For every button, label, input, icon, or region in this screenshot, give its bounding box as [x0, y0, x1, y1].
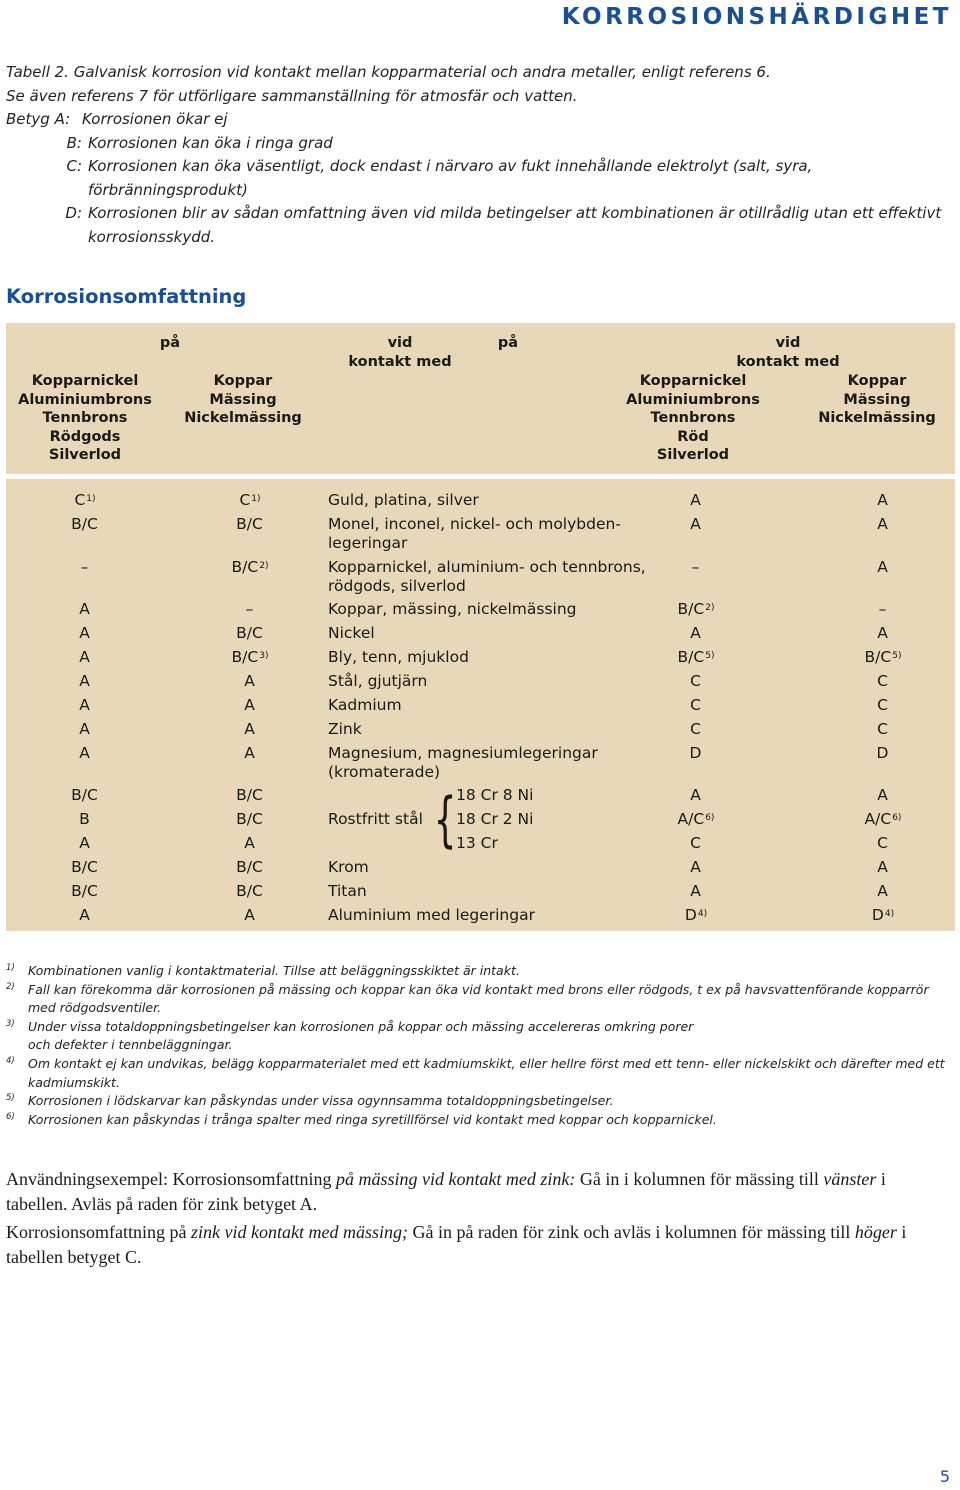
cell-right-grade — [656, 810, 736, 829]
grade-value: C — [877, 672, 888, 690]
footnotes — [6, 962, 951, 1129]
cell-steel-grade: 13 Cr — [456, 834, 498, 852]
example-paragraph — [6, 1167, 951, 1216]
grade-value: C — [690, 672, 701, 690]
grade-item — [6, 108, 951, 132]
footnote — [6, 1055, 951, 1092]
grade-value: A — [877, 624, 888, 642]
cell-material — [328, 744, 658, 782]
grade-value: B/C — [236, 624, 263, 642]
cell-left-grade — [56, 834, 114, 853]
footnote-mark: 3) — [6, 1018, 15, 1029]
footnote-mark: 6) — [6, 1111, 15, 1122]
grade-value: A — [877, 515, 888, 533]
example-emphasis: på mässing vid kontakt med zink: — [335, 1169, 576, 1189]
header-pa-right: på — [497, 335, 519, 351]
grade-value: A — [79, 648, 90, 666]
footnote-text: Kombinationen vanlig i kontaktmaterial. Tillse att beläggningsskiktet är intakt. — [28, 963, 520, 978]
material-line: (kromaterade) — [328, 763, 441, 781]
footnote-mark: 2) — [6, 981, 15, 992]
cell-material: Rostfritt stål — [328, 810, 423, 828]
footnote — [6, 962, 951, 981]
material-line: rödgods, silverlod — [328, 577, 466, 595]
grade-value: A — [79, 696, 90, 714]
cell-left-grade-2 — [216, 810, 284, 829]
grade-value: C — [877, 834, 888, 852]
footnote — [6, 1018, 951, 1055]
cell-right-grade-2 — [838, 906, 928, 925]
cell-left-grade-2 — [216, 491, 284, 510]
example-text: Korrosionsomfattning på — [6, 1222, 191, 1242]
grade-value: B/C — [236, 810, 263, 828]
cell-right-grade-2 — [838, 696, 928, 715]
grade-value: A — [877, 786, 888, 804]
cell-left-grade — [56, 696, 114, 715]
grade-value: B — [79, 810, 90, 828]
cell-left-grade — [56, 600, 114, 619]
cell-material: Nickel — [328, 624, 375, 642]
header-col4-line: Silverlod — [656, 447, 730, 464]
footnote-ref: 6) — [892, 813, 902, 823]
example-paragraph — [6, 1220, 951, 1269]
cell-right-grade-2 — [838, 834, 928, 853]
footnote-ref: 4) — [697, 909, 708, 919]
grade-text: Korrosionen kan öka i ringa grad — [88, 133, 333, 152]
grade-value: A — [690, 624, 701, 642]
grade-value: C — [690, 834, 701, 852]
grade-value: A — [690, 882, 701, 900]
cell-right-grade-2 — [838, 720, 928, 739]
grade-value: C — [690, 720, 701, 738]
cell-right-grade — [656, 834, 736, 853]
section-heading: Korrosionsomfattning — [6, 285, 247, 308]
grade-value: A — [244, 720, 255, 738]
grade-item — [6, 155, 951, 202]
cell-right-grade — [656, 491, 736, 510]
header-col5-line: Koppar — [847, 373, 907, 389]
material-line: Kopparnickel, aluminium- och tennbrons, — [328, 558, 646, 576]
grade-value: A — [79, 744, 90, 762]
footnote-line: och defekter i tennbeläggningar. — [28, 1037, 233, 1053]
example-text: Gå in i kolumnen för mässing till — [575, 1169, 824, 1189]
grade-value: B/C — [71, 515, 98, 533]
material-line: Magnesium, magnesiumlegeringar — [328, 744, 598, 762]
cell-right-grade-2 — [838, 858, 928, 877]
grade-value: D — [871, 906, 884, 924]
cell-left-grade — [56, 648, 114, 667]
grade-value: B/C — [231, 558, 259, 576]
cell-right-grade-2 — [838, 810, 928, 829]
cell-left-grade — [56, 515, 114, 534]
cell-material: Koppar, mässing, nickelmässing — [328, 600, 577, 618]
cell-material: Guld, platina, silver — [328, 491, 479, 509]
grade-value: A — [79, 672, 90, 690]
footnote-text — [28, 981, 951, 1018]
grade-value: A/C — [864, 810, 892, 828]
cell-material: Krom — [328, 858, 369, 876]
cell-left-grade — [56, 672, 114, 691]
grade-lead: D: — [65, 204, 82, 222]
footnote-mark: 1) — [6, 963, 15, 973]
cell-material — [328, 558, 658, 596]
cell-left-grade — [56, 744, 114, 763]
cell-left-grade-2 — [216, 834, 284, 853]
cell-left-grade-2 — [216, 672, 284, 691]
cell-right-grade-2 — [838, 882, 928, 901]
grade-value: A — [877, 858, 888, 876]
grade-value: B/C — [236, 786, 263, 804]
cell-right-grade — [656, 882, 736, 901]
footnote-ref: 1) — [86, 494, 96, 504]
footnote-text — [28, 1055, 951, 1092]
footnote-line: Fall kan förekomma där korrosionen på mässing och koppar kan öka vid kontakt med brons eller rödgods, t ex på havsvattenförande kopparrör — [28, 981, 929, 997]
grade-value: A — [244, 672, 255, 690]
grade-value: A — [79, 720, 90, 738]
cell-left-grade-2 — [216, 744, 284, 763]
header-vid-right: vid — [775, 335, 801, 351]
grade-item — [6, 202, 951, 249]
cell-right-grade — [656, 515, 736, 534]
grade-value: A — [79, 600, 90, 618]
header-col5-line: Nickelmässing — [818, 410, 936, 427]
header-col2-line: Nickelmässing — [184, 410, 302, 427]
caption-line: Tabell 2. Galvanisk korrosion vid kontakt mellan kopparmaterial och andra metaller, enligt referens 6. — [6, 63, 771, 81]
table-caption — [6, 61, 951, 249]
material-line: Monel, inconel, nickel- och molybden- — [328, 515, 621, 533]
grade-value: – — [80, 558, 89, 576]
running-head: KORROSIONSHÄRDIGHET — [561, 4, 952, 30]
example-emphasis: zink vid kontakt med mässing; — [190, 1222, 408, 1242]
cell-left-grade — [56, 906, 114, 925]
cell-left-grade-2 — [216, 882, 284, 901]
cell-left-grade-2 — [216, 600, 284, 619]
grade-value: A — [244, 834, 255, 852]
grade-value: – — [878, 600, 887, 618]
grade-value: B/C — [677, 600, 705, 618]
grade-value: B/C — [231, 648, 259, 666]
header-kontakt-med-left: kontakt med — [348, 354, 452, 370]
cell-steel-grade: 18 Cr 8 Ni — [456, 786, 534, 804]
example-text: i tabellen. Avläs på raden för zink betyget A. — [6, 1169, 886, 1214]
grade-value: – — [691, 558, 700, 576]
header-col5 — [812, 372, 942, 428]
footnote-ref: 5) — [892, 651, 902, 661]
footnote-ref: 3) — [259, 651, 269, 661]
cell-right-grade — [656, 624, 736, 643]
grade-value: B/C — [864, 648, 892, 666]
material-line: legeringar — [328, 534, 408, 552]
header-col4-line: Tennbrons — [650, 410, 736, 427]
grade-value: A — [690, 786, 701, 804]
footnote-line: kadmiumskikt. — [28, 1074, 120, 1090]
cell-material: Stål, gjutjärn — [328, 672, 428, 690]
example-text: i tabellen betyget C. — [6, 1222, 907, 1267]
footnote-ref: 2) — [705, 603, 715, 613]
footnote — [6, 1111, 951, 1130]
example-emphasis: höger — [854, 1222, 897, 1242]
cell-right-grade — [656, 858, 736, 877]
grade-value: C — [877, 720, 888, 738]
grade-value: B/C — [236, 882, 263, 900]
cell-left-grade — [56, 858, 114, 877]
cell-material: Titan — [328, 882, 367, 900]
cell-left-grade — [56, 720, 114, 739]
footnote-line: med rödgodsventiler. — [28, 1000, 162, 1016]
cell-left-grade-2 — [216, 786, 284, 805]
grade-value: A — [877, 491, 888, 509]
grade-text: Korrosionen blir av sådan omfattning även vid milda betingelser att kombinationen är otillrådlig utan ett effektivt korrosionsskydd. — [88, 204, 942, 246]
footnote-text: Korrosionen i lödskarvar kan påskyndas under vissa ogynnsamma totaldoppningsbetingelser. — [28, 1093, 614, 1109]
header-pa-left: på — [159, 335, 181, 351]
cell-left-grade-2 — [216, 858, 284, 877]
cell-right-grade — [656, 558, 736, 577]
footnote-ref: 4) — [884, 909, 895, 919]
grade-value: B/C — [71, 882, 98, 900]
footnote-text — [28, 1018, 951, 1055]
grade-value: A — [690, 491, 701, 509]
header-col4-line: Röd — [677, 428, 709, 445]
grade-value: C — [877, 696, 888, 714]
header-kontakt-med-right: kontakt med — [736, 354, 840, 370]
cell-left-grade-2 — [216, 696, 284, 715]
header-col1-line: Silverlod — [48, 447, 122, 464]
grade-value: C — [74, 491, 86, 509]
cell-left-grade — [56, 491, 114, 510]
cell-right-grade — [656, 744, 736, 763]
header-col4-line: Kopparnickel — [639, 373, 747, 389]
curly-brace-icon: { — [433, 785, 457, 855]
grade-value: B/C — [236, 858, 263, 876]
grade-value: A — [690, 858, 701, 876]
grade-lead: C: — [66, 157, 82, 175]
footnote-ref: 6) — [705, 813, 715, 823]
cell-left-grade-2 — [216, 648, 284, 667]
grade-text: Korrosionen ökar ej — [82, 110, 228, 128]
grade-value: – — [245, 600, 254, 618]
cell-left-grade — [56, 882, 114, 901]
caption-line: Se även referens 7 för utförligare sammanställning för atmosfär och vatten. — [6, 86, 578, 105]
cell-left-grade-2 — [216, 624, 284, 643]
cell-left-grade — [56, 810, 114, 829]
header-col4-line: Aluminiumbrons — [626, 391, 760, 408]
grade-item — [6, 132, 951, 156]
cell-left-grade-2 — [216, 720, 284, 739]
grade-value: B/C — [71, 786, 98, 804]
footnote — [6, 1092, 951, 1111]
grade-value: A — [877, 882, 888, 900]
grade-value: C — [239, 491, 251, 509]
usage-example — [6, 1167, 951, 1273]
header-vid-left: vid — [387, 335, 413, 351]
table-header-divider — [6, 474, 955, 479]
grade-value: A — [79, 834, 90, 852]
header-col2-line: Koppar — [213, 373, 273, 389]
header-col4 — [618, 372, 768, 465]
cell-left-grade — [56, 624, 114, 643]
cell-material: Aluminium med legeringar — [328, 906, 535, 924]
cell-right-grade — [656, 696, 736, 715]
grade-value: A — [244, 744, 255, 762]
cell-right-grade-2 — [838, 515, 928, 534]
footnote-text: Korrosionen kan påskyndas i trånga spalter med ringa syretillförsel vid kontakt med koppar och kopparnickel. — [28, 1111, 717, 1127]
footnote-ref: 2) — [259, 561, 269, 571]
header-col1-line: Tennbrons — [42, 410, 128, 427]
grade-value: D — [876, 744, 889, 762]
cell-right-grade — [656, 906, 736, 925]
header-col2-line: Mässing — [209, 391, 277, 408]
grade-value: B/C — [236, 515, 263, 533]
cell-material: Zink — [328, 720, 362, 738]
cell-material: Kadmium — [328, 696, 402, 714]
example-text: Användningsexempel: Korrosionsomfattning — [6, 1169, 336, 1189]
footnote-ref: 1) — [251, 494, 261, 504]
grade-value: A — [79, 624, 90, 642]
cell-material: Bly, tenn, mjuklod — [328, 648, 469, 666]
header-col2 — [178, 372, 308, 428]
footnote-ref: 5) — [705, 651, 715, 661]
grade-value: A — [79, 906, 90, 924]
header-col1-line: Kopparnickel — [31, 373, 139, 389]
grade-value: A — [877, 558, 888, 576]
footnote-line: Under vissa totaldoppningsbetingelser kan korrosionen på koppar och mässing accelereras omkring porer — [28, 1018, 694, 1034]
footnote-mark: 4) — [6, 1055, 15, 1066]
cell-right-grade-2 — [838, 600, 928, 619]
cell-left-grade-2 — [216, 906, 284, 925]
grade-value: C — [690, 696, 701, 714]
cell-right-grade-2 — [838, 491, 928, 510]
header-col5-line: Mässing — [843, 391, 911, 408]
cell-right-grade-2 — [838, 744, 928, 763]
cell-right-grade — [656, 720, 736, 739]
page-number: 5 — [939, 1467, 950, 1486]
cell-left-grade-2 — [216, 558, 284, 577]
cell-right-grade-2 — [838, 624, 928, 643]
grade-value: D — [689, 744, 702, 762]
cell-right-grade — [656, 600, 736, 619]
grade-value: A — [244, 906, 255, 924]
grade-value: A — [244, 696, 255, 714]
grade-lead: Betyg A: — [6, 110, 71, 128]
cell-material — [328, 515, 658, 553]
cell-right-grade — [656, 672, 736, 691]
cell-right-grade — [656, 786, 736, 805]
cell-right-grade — [656, 648, 736, 667]
cell-right-grade-2 — [838, 672, 928, 691]
example-text: Gå in på raden för zink och avläs i kolumnen för mässing till — [407, 1222, 855, 1242]
header-col1 — [10, 372, 160, 465]
example-emphasis: vänster — [823, 1169, 877, 1189]
cell-right-grade-2 — [838, 558, 928, 577]
header-col1-line: Rödgods — [49, 428, 121, 445]
cell-left-grade-2 — [216, 515, 284, 534]
cell-left-grade — [56, 786, 114, 805]
cell-right-grade-2 — [838, 648, 928, 667]
grade-value: D — [684, 906, 697, 924]
footnote-line: Om kontakt ej kan undvikas, belägg kopparmaterialet med ett kadmiumskikt, eller hellre först med ett tenn- eller nickelskikt och därefter med ett — [28, 1055, 945, 1071]
grade-lead: B: — [66, 133, 82, 152]
grade-value: B/C — [677, 648, 705, 666]
header-col1-line: Aluminiumbrons — [18, 391, 152, 408]
grade-value: A/C — [677, 810, 705, 828]
grade-value: A — [690, 515, 701, 533]
cell-steel-grade: 18 Cr 2 Ni — [456, 810, 534, 828]
cell-left-grade — [56, 558, 114, 577]
cell-right-grade-2 — [838, 786, 928, 805]
footnote-mark: 5) — [6, 1093, 15, 1104]
grade-value: B/C — [71, 858, 98, 876]
footnote — [6, 981, 951, 1018]
grade-text: Korrosionen kan öka väsentligt, dock endast i närvaro av fukt innehållande elektrolyt (salt, syra, förbränningsprodukt) — [88, 157, 813, 199]
